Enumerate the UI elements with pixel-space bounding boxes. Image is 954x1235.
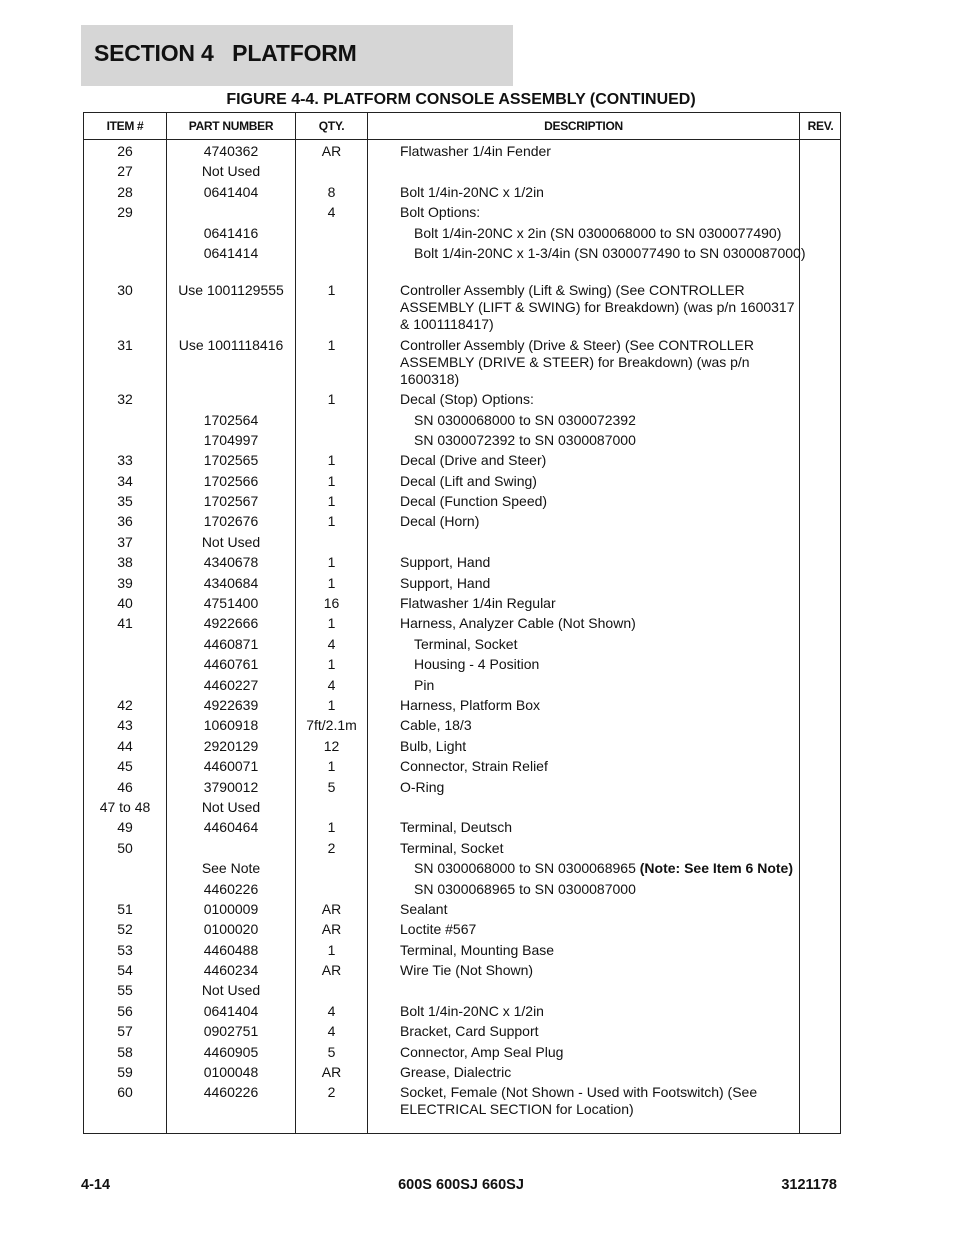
col-header-description: DESCRIPTION <box>544 119 623 133</box>
description <box>400 493 800 510</box>
item-number: 45 <box>117 758 133 775</box>
part-number: 1702565 <box>203 452 259 469</box>
description-text: Connector, Strain Relief <box>400 758 548 775</box>
description-text: SN 0300068000 to SN 0300068965 <box>414 860 640 877</box>
part-number: 3790012 <box>203 778 259 795</box>
table-row <box>84 697 840 717</box>
description <box>400 554 800 571</box>
table-row <box>84 452 840 472</box>
item-number: 41 <box>117 615 133 632</box>
table-row <box>84 636 840 656</box>
quantity: 1 <box>327 758 336 775</box>
quantity: 1 <box>327 574 336 591</box>
item-number: 39 <box>117 574 133 591</box>
table-row <box>84 1084 840 1121</box>
table-row <box>84 962 840 982</box>
table-row <box>84 282 840 336</box>
description-text: Support, Hand <box>400 574 491 591</box>
item-number: 30 <box>117 282 133 299</box>
description-text: Controller Assembly (Drive & Steer) (See CONTROLLER ASSEMBLY (DRIVE & STEER) for Breakdown) (was p/n 1600318) <box>400 336 754 387</box>
part-number: Use 1001129555 <box>178 282 284 299</box>
quantity: 5 <box>327 1043 336 1060</box>
quantity: 1 <box>327 391 336 408</box>
section-title: SECTION 4 PLATFORM <box>94 40 357 66</box>
part-number: 4460488 <box>203 941 259 958</box>
part-number: 2920129 <box>203 737 259 754</box>
part-number: Not Used <box>201 798 261 815</box>
item-number: 36 <box>117 513 133 530</box>
model-list: 600S 600SJ 660SJ <box>398 1177 524 1193</box>
description-text: Sealant <box>400 900 448 917</box>
description-text: Harness, Analyzer Cable (Not Shown) <box>400 615 636 632</box>
table-row <box>84 1064 840 1084</box>
item-number: 58 <box>117 1043 133 1060</box>
part-number: 4460226 <box>203 1084 259 1101</box>
description-text: Terminal, Mounting Base <box>400 941 555 958</box>
quantity: AR <box>321 900 342 917</box>
item-number: 55 <box>117 982 133 999</box>
table-row <box>84 982 840 1002</box>
part-number: 4460464 <box>203 819 259 836</box>
item-number: 42 <box>117 696 133 713</box>
description <box>400 697 800 714</box>
quantity: AR <box>321 921 342 938</box>
table-row <box>84 163 840 183</box>
table-row <box>84 1003 840 1023</box>
description <box>414 677 806 694</box>
description <box>414 245 806 262</box>
part-number: 0641416 <box>203 224 259 241</box>
description-text: Loctite #567 <box>400 921 477 938</box>
description-text: SN 0300068000 to SN 0300072392 <box>414 411 636 428</box>
table-row <box>84 595 840 615</box>
description-text: SN 0300068965 to SN 0300087000 <box>414 880 636 897</box>
description <box>400 840 800 857</box>
description-text: Pin <box>414 676 435 693</box>
quantity: 5 <box>327 778 336 795</box>
description-text: Harness, Platform Box <box>400 696 541 713</box>
quantity: 1 <box>327 656 336 673</box>
part-number: 4922666 <box>203 615 259 632</box>
part-number: Not Used <box>201 982 261 999</box>
description <box>400 1084 800 1118</box>
table-body <box>84 143 840 1122</box>
description-text: Grease, Dialectric <box>400 1064 512 1081</box>
item-number: 32 <box>117 391 133 408</box>
description <box>400 513 800 530</box>
description-text: Flatwasher 1/4in Fender <box>400 143 551 159</box>
description-text: O-Ring <box>400 778 445 795</box>
quantity: 1 <box>327 554 336 571</box>
part-number: Use 1001118416 <box>178 336 284 353</box>
description-text: Bolt 1/4in-20NC x 1/2in <box>400 183 544 200</box>
item-number: 35 <box>117 493 133 510</box>
description <box>414 860 806 877</box>
part-number: 0100009 <box>203 900 259 917</box>
parts-table <box>83 112 841 1134</box>
quantity: 7ft/2.1m <box>306 717 357 734</box>
description <box>414 656 806 673</box>
table-row <box>84 758 840 778</box>
table-row <box>84 819 840 839</box>
item-number: 46 <box>117 778 133 795</box>
quantity: 1 <box>327 941 336 958</box>
item-number: 51 <box>117 900 133 917</box>
table-row <box>84 337 840 391</box>
quantity: 4 <box>327 676 336 693</box>
quantity: 4 <box>327 635 336 652</box>
description-text: Bracket, Card Support <box>400 1023 539 1040</box>
description-text: Support, Hand <box>400 554 491 571</box>
page-number: 4-14 <box>81 1177 111 1193</box>
description <box>400 184 800 201</box>
description-text: Bulb, Light <box>400 737 467 754</box>
item-number: 52 <box>117 921 133 938</box>
description <box>414 225 806 242</box>
description-text: Terminal, Deutsch <box>400 819 513 836</box>
figure-title: FIGURE 4-4. PLATFORM CONSOLE ASSEMBLY (CONTINUED) <box>226 91 696 108</box>
description <box>400 921 800 938</box>
part-number: 1702676 <box>203 513 259 530</box>
item-number: 44 <box>117 737 133 754</box>
description <box>400 282 800 333</box>
description <box>414 881 806 898</box>
description-text: Bolt 1/4in-20NC x 1/2in <box>400 1002 544 1019</box>
description-text: Connector, Amp Seal Plug <box>400 1043 564 1060</box>
part-number: 4340684 <box>203 574 259 591</box>
table-row <box>84 575 840 595</box>
description-text: Decal (Drive and Steer) <box>400 452 547 469</box>
table-row <box>84 677 840 697</box>
description <box>414 636 806 653</box>
description <box>400 717 800 734</box>
table-row <box>84 513 840 533</box>
quantity: 1 <box>327 696 336 713</box>
description <box>400 1044 800 1061</box>
description <box>400 901 800 918</box>
table-row <box>84 473 840 493</box>
description-note: (Note: See Item 6 Note) <box>639 860 793 877</box>
item-number: 43 <box>117 717 133 734</box>
quantity: 16 <box>323 595 340 612</box>
part-number: 4460905 <box>203 1043 259 1060</box>
quantity: 12 <box>323 737 340 754</box>
quantity: 4 <box>327 1002 336 1019</box>
quantity: 1 <box>327 493 336 510</box>
description <box>400 615 800 632</box>
part-number: 0902751 <box>203 1023 259 1040</box>
item-number: 49 <box>117 819 133 836</box>
quantity: 1 <box>327 513 336 530</box>
quantity: 4 <box>327 1023 336 1040</box>
part-number: 1702566 <box>203 472 259 489</box>
item-number: 56 <box>117 1002 133 1019</box>
description <box>400 779 800 796</box>
col-header-item: ITEM # <box>106 119 144 133</box>
item-number: 54 <box>117 962 133 979</box>
item-number: 60 <box>117 1084 133 1101</box>
item-number: 26 <box>117 143 133 159</box>
table-row <box>84 225 840 245</box>
table-row <box>84 204 840 224</box>
part-number: 1702567 <box>203 493 259 510</box>
quantity: 1 <box>327 615 336 632</box>
part-number: 1702564 <box>203 411 259 428</box>
part-number: 4460226 <box>203 880 259 897</box>
part-number: 4460234 <box>203 962 259 979</box>
part-number: 1060918 <box>203 717 259 734</box>
description-text: Cable, 18/3 <box>400 717 472 734</box>
description-text: SN 0300072392 to SN 0300087000 <box>414 431 636 448</box>
part-number: 1704997 <box>203 431 259 448</box>
description <box>414 412 806 429</box>
table-row <box>84 432 840 452</box>
description <box>400 738 800 755</box>
table-row <box>84 921 840 941</box>
quantity: 1 <box>327 336 336 353</box>
quantity: 1 <box>327 452 336 469</box>
description <box>400 452 800 469</box>
item-number: 27 <box>117 163 133 180</box>
description-text: Terminal, Socket <box>400 839 504 856</box>
quantity: AR <box>321 143 342 159</box>
description-text: Decal (Horn) <box>400 513 480 530</box>
table-row <box>84 615 840 635</box>
item-number: 47 to 48 <box>99 798 151 815</box>
item-number: 28 <box>117 183 133 200</box>
part-number: Not Used <box>201 533 261 550</box>
part-number: 4460761 <box>203 656 259 673</box>
description <box>400 962 800 979</box>
table-header <box>84 113 840 140</box>
description-text: Bolt Options: <box>400 204 481 221</box>
table-row <box>84 779 840 799</box>
description-text: Housing - 4 Position <box>414 656 540 673</box>
table-row <box>84 717 840 737</box>
table-row <box>84 942 840 962</box>
item-number: 59 <box>117 1064 133 1081</box>
part-number: 0641404 <box>203 1002 259 1019</box>
document-number: 3121178 <box>781 1177 837 1193</box>
part-number: 4922639 <box>203 696 259 713</box>
part-number: 0100048 <box>203 1064 259 1081</box>
description <box>400 942 800 959</box>
table-row <box>84 245 840 282</box>
table-row <box>84 738 840 758</box>
description-text: Terminal, Socket <box>414 635 518 652</box>
part-number: 4460871 <box>203 635 259 652</box>
item-number: 33 <box>117 452 133 469</box>
quantity: 1 <box>327 282 336 299</box>
table-row <box>84 534 840 554</box>
description-text: Decal (Function Speed) <box>400 493 548 510</box>
description <box>400 758 800 775</box>
description-text: Bolt 1/4in-20NC x 2in (SN 0300068000 to SN 0300077490) <box>414 224 782 241</box>
table-row <box>84 901 840 921</box>
col-header-qty: QTY. <box>318 119 345 133</box>
col-header-part-number: PART NUMBER <box>188 119 274 133</box>
part-number: 0641414 <box>203 244 259 261</box>
description-text: Controller Assembly (Lift & Swing) (See CONTROLLER ASSEMBLY (LIFT & SWING) for Breakdown) (was p/n 1600317 & 1001118417) <box>400 282 795 333</box>
description-text: Wire Tie (Not Shown) <box>400 962 534 979</box>
table-row <box>84 391 840 411</box>
description-text: Socket, Female (Not Shown - Used with Footswitch) (See ELECTRICAL SECTION for Location) <box>400 1084 758 1118</box>
description <box>400 575 800 592</box>
item-number: 50 <box>117 839 133 856</box>
part-number: 0641404 <box>203 183 259 200</box>
description-text: Decal (Stop) Options: <box>400 391 534 408</box>
table-row <box>84 184 840 204</box>
quantity: 1 <box>327 472 336 489</box>
description-text: Decal (Lift and Swing) <box>400 472 537 489</box>
table-row <box>84 1023 840 1043</box>
item-number: 34 <box>117 472 133 489</box>
part-number: See Note <box>201 860 261 877</box>
quantity: 2 <box>327 1084 336 1101</box>
item-number: 53 <box>117 941 133 958</box>
description <box>414 432 806 449</box>
description <box>400 819 800 836</box>
table-row <box>84 143 840 163</box>
item-number: 57 <box>117 1023 133 1040</box>
item-number: 40 <box>117 595 133 612</box>
description <box>400 1003 800 1020</box>
description-text: Flatwasher 1/4in Regular <box>400 595 556 612</box>
table-row <box>84 493 840 513</box>
description <box>400 1064 800 1081</box>
table-row <box>84 1044 840 1064</box>
description <box>400 143 800 160</box>
description <box>400 204 800 221</box>
description <box>400 391 800 408</box>
description <box>400 473 800 490</box>
part-number: 4751400 <box>203 595 259 612</box>
col-header-rev: REV. <box>807 119 834 133</box>
quantity: AR <box>321 1064 342 1081</box>
table-row <box>84 412 840 432</box>
description-text: Bolt 1/4in-20NC x 1-3/4in (SN 0300077490 to SN 0300087000) <box>414 244 806 261</box>
table-row <box>84 554 840 574</box>
part-number: 4740362 <box>203 143 259 159</box>
quantity: 2 <box>327 839 336 856</box>
table-row <box>84 860 840 880</box>
part-number: 4340678 <box>203 554 259 571</box>
table-row <box>84 656 840 676</box>
description <box>400 595 800 612</box>
table-row <box>84 840 840 860</box>
quantity: 4 <box>327 204 336 221</box>
part-number: 4460227 <box>203 676 259 693</box>
table-row <box>84 881 840 901</box>
part-number: 4460071 <box>203 758 259 775</box>
quantity: AR <box>321 962 342 979</box>
part-number: Not Used <box>201 163 261 180</box>
description <box>400 337 800 388</box>
description <box>400 1023 800 1040</box>
part-number: 0100020 <box>203 921 259 938</box>
quantity: 1 <box>327 819 336 836</box>
table-row <box>84 799 840 819</box>
item-number: 37 <box>117 533 133 550</box>
item-number: 31 <box>117 336 133 353</box>
quantity: 8 <box>327 183 336 200</box>
item-number: 38 <box>117 554 133 571</box>
item-number: 29 <box>117 204 133 221</box>
